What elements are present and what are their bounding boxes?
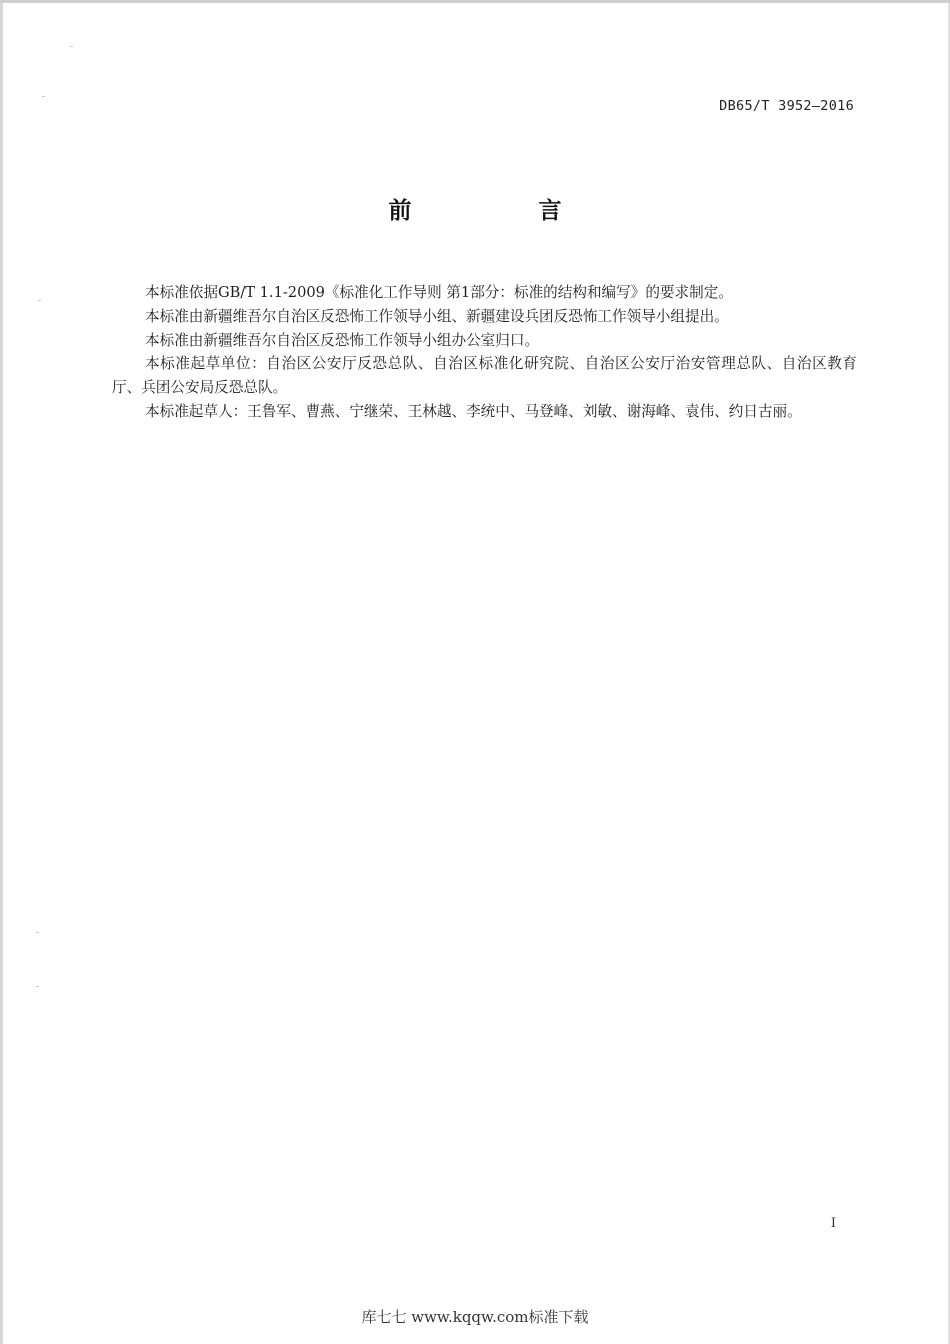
scan-speck — [36, 986, 39, 987]
page-title: 前 言 — [388, 198, 614, 224]
foreword-body — [112, 281, 857, 424]
scan-speck — [70, 46, 73, 47]
scan-speck — [36, 932, 39, 933]
download-watermark: 库七七 www.kqqw.com标准下载 — [361, 1308, 589, 1326]
paragraph: 本标准起草人：王鲁军、曹燕、宁继荣、王林越、李统中、马登峰、刘敏、谢海峰、袁伟、约日古丽。 — [145, 402, 802, 420]
paragraph: 本标准依据GB/T 1.1-2009《标准化工作导则 第1部分：标准的结构和编写》的要求制定。 — [145, 284, 733, 301]
paragraph: 本标准由新疆维吾尔自治区反恐怖工作领导小组、新疆建设兵团反恐怖工作领导小组提出。 — [145, 307, 729, 325]
scan-speck — [42, 96, 45, 97]
paragraph: 本标准起草单位：自治区公安厅反恐总队、自治区标准化研究院、自治区公安厅治安管理总队、自治区教育厅、兵团公安局反恐总队。 — [112, 355, 857, 397]
standard-number: DB65/T 3952—2016 — [719, 98, 854, 114]
page-number: I — [830, 1216, 836, 1231]
scan-speck — [38, 300, 41, 301]
scan-edge-top — [0, 0, 950, 3]
paragraph: 本标准由新疆维吾尔自治区反恐怖工作领导小组办公室归口。 — [145, 331, 540, 349]
